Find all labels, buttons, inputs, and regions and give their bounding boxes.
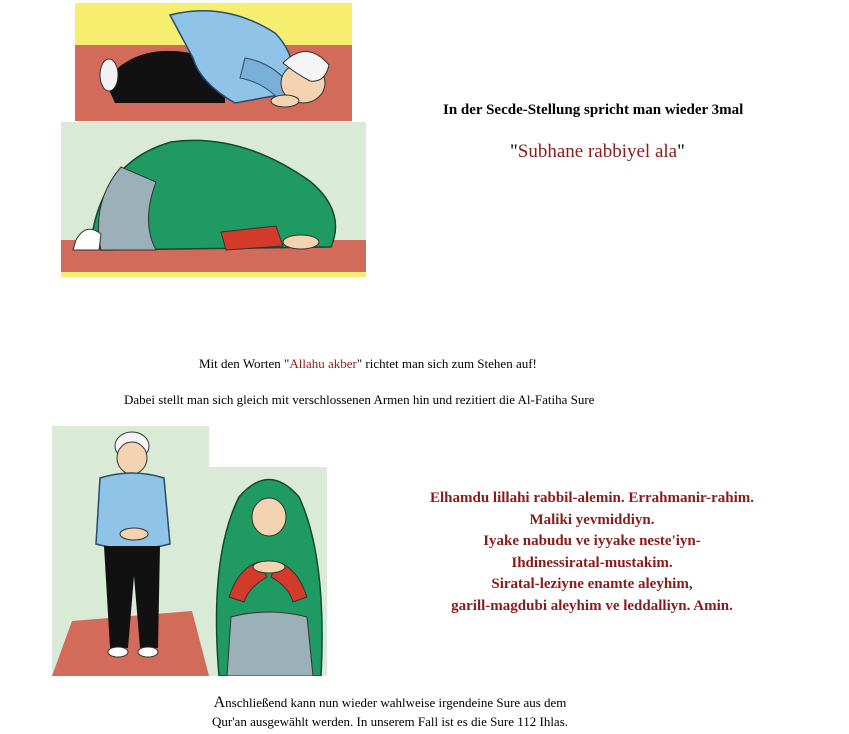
footer-text — [160, 693, 620, 731]
subhane-phrase: Subhane rabbiyel ala — [517, 141, 678, 162]
footer-line-1 — [160, 693, 620, 712]
line1-before: Mit den Worten " — [199, 356, 290, 371]
footer-line-2: Qur'an ausgewählt werden. In unserem Fall ist es die Sure 112 Ihlas. — [211, 714, 569, 729]
fatiha-line: Iyake nabudu ve iyyake neste'iyn- — [483, 533, 701, 549]
fatiha-line: Elhamdu lillahi rabbil-alemin. Errahmanir-rahim. — [429, 490, 755, 506]
woman-prostration-illustration — [61, 122, 366, 277]
quote-close: " — [677, 141, 685, 162]
allahu-akber-phrase: Allahu akber — [289, 356, 357, 371]
line1-after: " richtet man sich zum Stehen auf! — [356, 356, 537, 371]
fatiha-line: Ihdinessiratal-mustakim. — [511, 554, 673, 571]
footer-initial: A — [213, 694, 226, 711]
footer-line-1-rest: nschließend kann nun wieder wahlweise irgendeine Sure aus dem — [225, 695, 567, 710]
fatiha-instruction: Dabei stellt man sich gleich mit verschlossenen Armen hin und rezitiert die Al-Fatiha Sure — [124, 392, 595, 407]
allahu-akber-line — [199, 356, 537, 372]
fatiha-line: Siratal-leziyne enamte aleyhim, — [491, 576, 693, 592]
fatiha-text — [402, 488, 782, 617]
boy-prostration-illustration — [75, 3, 352, 121]
subhane-phrase-line — [510, 141, 685, 163]
boy-standing-illustration — [52, 426, 209, 676]
secde-heading: In der Secde-Stellung spricht man wieder 3mal — [443, 102, 744, 118]
woman-standing-illustration — [209, 467, 327, 676]
fatiha-line: garill-magdubi aleyhim ve leddalliyn. Amin. — [451, 597, 733, 614]
fatiha-line: Maliki yevmiddiyn. — [529, 511, 655, 528]
quote-open: " — [510, 141, 518, 162]
